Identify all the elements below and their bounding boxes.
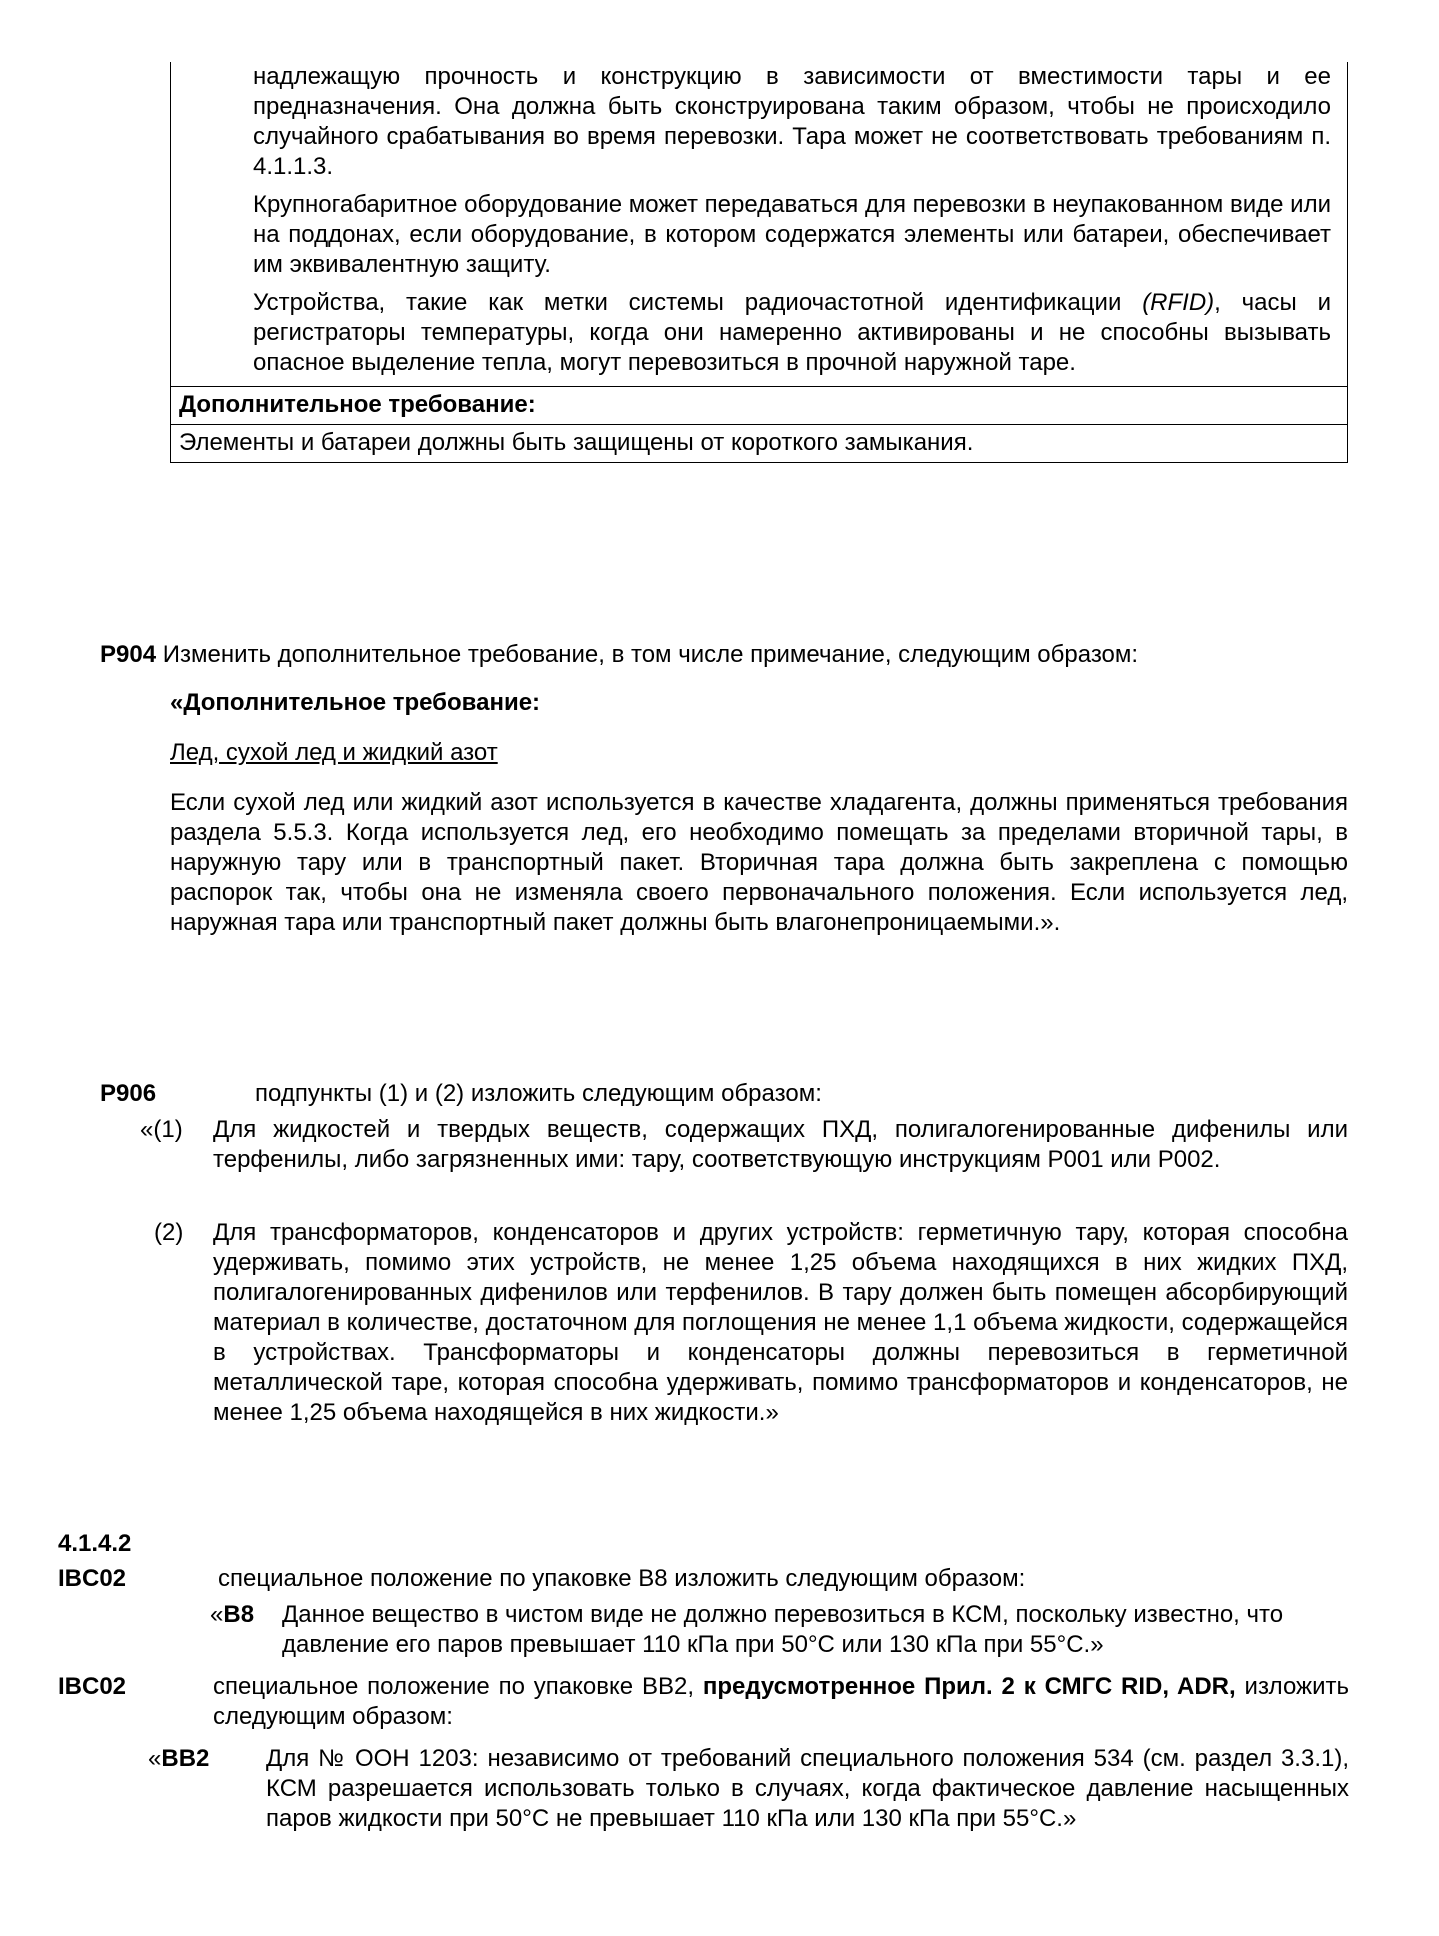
b8-label — [210, 1600, 254, 1630]
b8-quote-open: « — [210, 1601, 224, 1628]
continued-table — [170, 62, 1348, 463]
table-paragraph-3-end: , часы и регистраторы температуры, когда они намеренно активированы и не способны вызывать опасное выделение тепла, могут перевозиться в прочной наружной таре. — [253, 289, 1331, 376]
p904-subheader: Лед, сухой лед и жидкий азот — [170, 739, 498, 766]
p906-item1-label: «(1) — [140, 1116, 183, 1143]
b8-text: Данное вещество в чистом виде не должно перевозиться в КСМ, поскольку известно, что давление его паров превышает 110 кПа при 50°С или 130 кПа при 55°С.» — [282, 1601, 1284, 1658]
table-paragraph-3 — [253, 288, 1331, 378]
b8-code: B8 — [223, 1601, 255, 1628]
table-paragraph-1: надлежащую прочность и конструкцию в зависимости от вместимости тары и ее предназначения. Она должна быть сконструирована таким образом, чтобы не происходило случайного срабатывания во время перевозки. Тара может не соответствовать требованиям п. 4.1.1.3. — [253, 63, 1331, 180]
bb2-label — [148, 1744, 209, 1774]
ibc02-intro-2-start: специальное положение по упаковке ВВ2, — [213, 1673, 703, 1700]
p904-intro-line — [100, 640, 1360, 670]
p904-header-text: Дополнительное требование: — [183, 689, 541, 716]
additional-requirement-header: Дополнительное требование: — [171, 386, 1347, 424]
p904-body: Если сухой лед или жидкий азот используется в качестве хладагента, должны применяться требования раздела 5.5.3. Когда используется лед, его необходимо помещать за пределами вторичной тары, в наружную тару или в транспортный пакет. Вторичная тара должна быть закреплена с помощью распорок так, чтобы она не изменяла своего первоначального положения. Если используется лед, наружная тара или транспортный пакет должны быть влагонепроницаемыми.». — [170, 789, 1348, 936]
p906-item2-label: (2) — [154, 1219, 184, 1246]
p906-code: P906 — [100, 1080, 157, 1107]
table-content-cell — [171, 62, 1347, 386]
bb2-quote-open: « — [148, 1745, 162, 1772]
ibc02-code-2: IBC02 — [58, 1673, 127, 1700]
p906-item2-text: Для трансформаторов, конденсаторов и других устройств: герметичную тару, которая способна удерживать, помимо этих устройств, не менее 1,25 объема находящихся в них жидких ПХД, полигалогенированных дифенилов или терфенилов. В тару должен быть помещен абсорбирующий материал в количестве, достаточном для поглощения не менее 1,1 объема жидкости, содержащейся в устройствах. Трансформаторы и конденсаторы должны перевозиться в герметичной металлической таре, которая способна удерживать, помимо трансформаторов и конденсаторов, не менее 1,25 объема находящейся в них жидкости.» — [213, 1219, 1348, 1426]
p904-intro: Изменить дополнительное требование, в том числе примечание, следующим образом: — [156, 641, 1139, 668]
table-paragraph-2: Крупногабаритное оборудование может передаваться для перевозки в неупакованном виде или на поддонах, если оборудование, в котором содержатся элементы или батареи, обеспечивает им эквивалентную защиту. — [253, 191, 1331, 278]
additional-requirement-text: Элементы и батареи должны быть защищены от короткого замыкания. — [171, 424, 1347, 462]
p906-item1-text: Для жидкостей и твердых веществ, содержащих ПХД, полигалогенированные дифенилы или терфенилы, либо загрязненных ими: тару, соответствующую инструкциям Р001 или Р002. — [213, 1116, 1348, 1173]
p904-header — [170, 688, 540, 718]
p904-quote-open: « — [170, 689, 184, 716]
ibc02-intro-2-bold: предусмотренное Прил. 2 к СМГС RID, ADR, — [702, 1673, 1236, 1700]
ibc02-intro-2-end: изложить следующим образом: — [213, 1673, 1349, 1730]
rfid-abbrev: (RFID) — [1142, 289, 1215, 316]
p906-intro: подпункты (1) и (2) изложить следующим образом: — [255, 1080, 822, 1107]
p904-code: P904 — [100, 641, 157, 668]
ibc02-intro-2 — [213, 1672, 1349, 1732]
table-paragraph-3-start: Устройства, такие как метки системы радиочастотной идентификации — [253, 289, 1143, 316]
section-number: 4.1.4.2 — [58, 1530, 132, 1557]
bb2-code: BB2 — [161, 1745, 210, 1772]
ibc02-intro-1: специальное положение по упаковке В8 изложить следующим образом: — [218, 1565, 1026, 1592]
bb2-text: Для № ООН 1203: независимо от требований специального положения 534 (см. раздел 3.3.1), КСМ разрешается использовать только в случаях, когда фактическое давление насыщенных паров жидкости при 50°С не превышает 110 кПа или 130 кПа при 55°С.» — [266, 1745, 1349, 1832]
ibc02-code-1: IBC02 — [58, 1565, 127, 1592]
